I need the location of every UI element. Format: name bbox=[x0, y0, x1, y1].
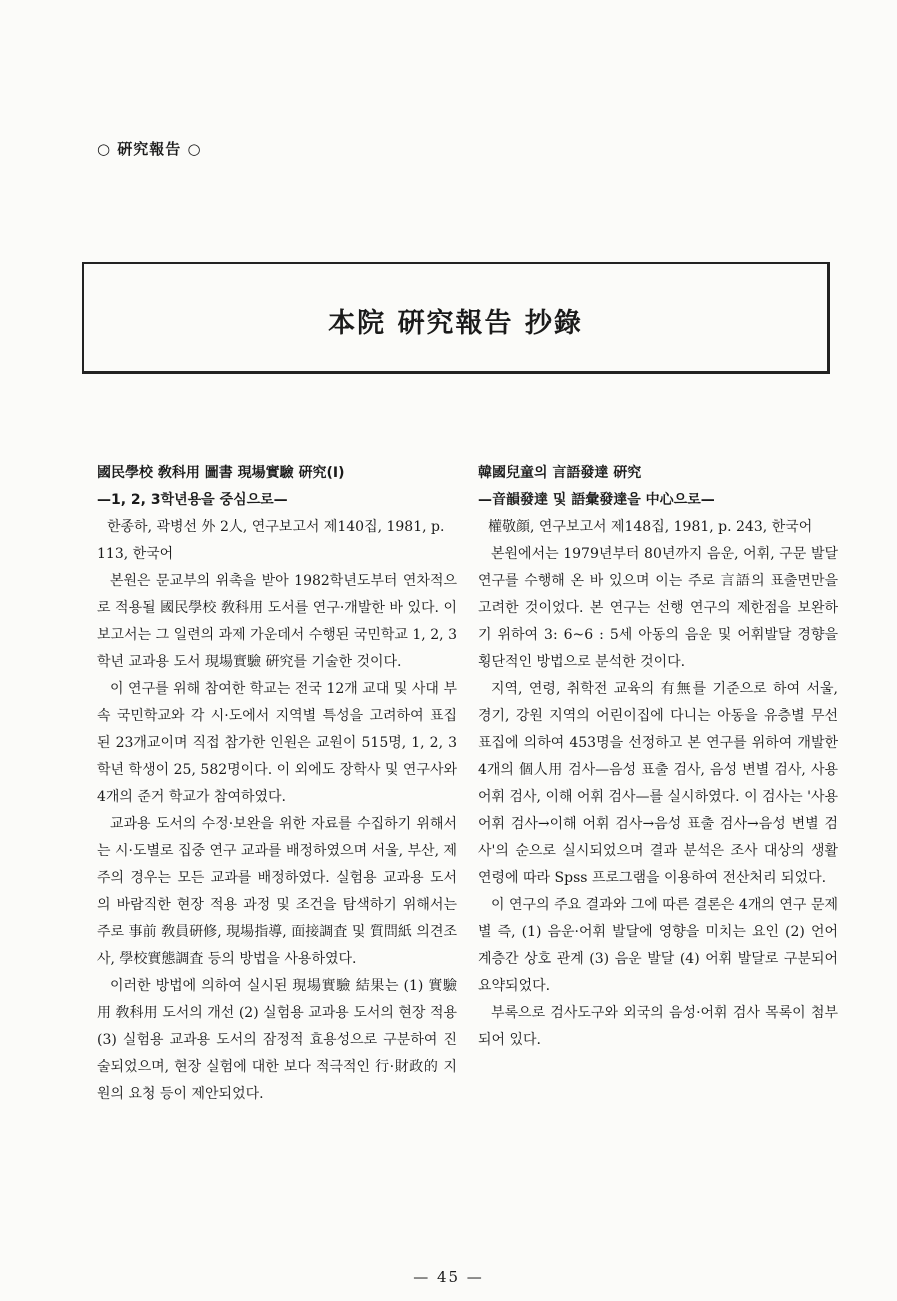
right-column bbox=[478, 460, 838, 1054]
left-paragraph-4: 이러한 방법에 의하여 실시된 現場實驗 結果는 (1) 實驗用 敎科用 도서의 개선 (2) 실험용 교과용 도서의 현장 적용 (3) 실험용 교과용 도서의 잠정적 효용성으로 구분하여 진술되었으며, 현장 실험에 대한 보다 적극적인 行·財政的 지원의 요청 등이 제안되었다. bbox=[97, 978, 457, 1102]
left-paragraph-2: 이 연구를 위해 참여한 학교는 전국 12개 교대 및 사대 부속 국민학교와 각 시·도에서 지역별 특성을 고려하여 표집된 23개교이며 직접 참가한 인원은 교원이 515명, 1, 2, 3학년 학생이 25, 582명이다. 이 외에도 장학사 및 연구사와 4개의 준거 학교가 참여하였다. bbox=[97, 681, 457, 805]
section-label: ○ 硏究報告 ○ bbox=[97, 140, 202, 158]
right-paragraph-4: 부록으로 검사도구와 외국의 음성·어휘 검사 목록이 첨부되어 있다. bbox=[478, 1005, 838, 1048]
right-entry-citation: 權敬顔, 연구보고서 제148집, 1981, p. 243, 한국어 bbox=[488, 519, 813, 535]
left-entry-citation: 한종하, 곽병선 外 2人, 연구보고서 제140집, 1981, p. 113, 한국어 bbox=[97, 519, 445, 562]
left-paragraph-3: 교과용 도서의 수정·보완을 위한 자료를 수집하기 위해서는 시·도별로 집중 연구 교과를 배정하였으며 서울, 부산, 제주의 경우는 모든 교과를 배정하였다. 실험용 교과용 도서의 바람직한 현장 적용 과정 및 조건을 탐색하기 위해서는 주로 事前 敎員硏修, 現場指導, 面接調査 및 質問紙 의견조사, 學校實態調査 등의 방법을 사용하였다. bbox=[97, 816, 458, 967]
right-entry-title: 韓國兒童의 言語發達 硏究 bbox=[478, 465, 642, 481]
left-entry-title: 國民學校 敎科用 圖書 現場實驗 硏究(Ⅰ) bbox=[97, 465, 345, 481]
left-entry-subtitle: —1, 2, 3학년용을 중심으로— bbox=[97, 492, 288, 508]
right-entry-subtitle: —音韻發達 및 語彙發達을 中心으로— bbox=[478, 492, 715, 508]
page-title: 本院 硏究報告 抄錄 bbox=[328, 308, 583, 339]
left-paragraph-1: 본원은 문교부의 위촉을 받아 1982학년도부터 연차적으로 적용될 國民學校 敎科用 도서를 연구·개발한 바 있다. 이 보고서는 그 일련의 과제 가운데서 수행된 국민학교 1, 2, 3학년 교과용 도서 現場實驗 硏究를 기술한 것이다. bbox=[97, 573, 457, 670]
left-column bbox=[97, 460, 457, 1108]
right-paragraph-3: 이 연구의 주요 결과와 그에 따른 결론은 4개의 연구 문제별 즉, (1) 음운·어휘 발달에 영향을 미치는 요인 (2) 언어 계층간 상호 관계 (3) 음운 발달 (4) 어휘 발달로 구분되어 요약되었다. bbox=[478, 897, 838, 994]
page-number: — 45 — bbox=[413, 1268, 484, 1286]
right-paragraph-1: 본원에서는 1979년부터 80년까지 음운, 어휘, 구문 발달 연구를 수행해 온 바 있으며 이는 주로 言語의 표출면만을 고려한 것이었다. 본 연구는 선행 연구의 제한점을 보완하기 위하여 3: 6~6 : 5세 아동의 음운 및 어휘발달 경향을 횡단적인 방법으로 분석한 것이다. bbox=[478, 546, 838, 670]
title-box bbox=[82, 262, 830, 374]
right-paragraph-2: 지역, 연령, 취학전 교육의 有無를 기준으로 하여 서울, 경기, 강원 지역의 어린이집에 다니는 아동을 유층별 무선 표집에 의하여 453명을 선정하고 본 연구를 위하여 개발한 4개의 個人用 검사—음성 표출 검사, 음성 변별 검사, 사용 어휘 검사, 이해 어휘 검사—를 실시하였다. 이 검사는 '사용 어휘 검사→이해 어휘 검사→음성 표출 검사→음성 변별 검사'의 순으로 실시되었으며 결과 분석은 조사 대상의 생활 연령에 따라 Spss 프로그램을 이용하여 전산처리 되었다. bbox=[478, 681, 838, 886]
